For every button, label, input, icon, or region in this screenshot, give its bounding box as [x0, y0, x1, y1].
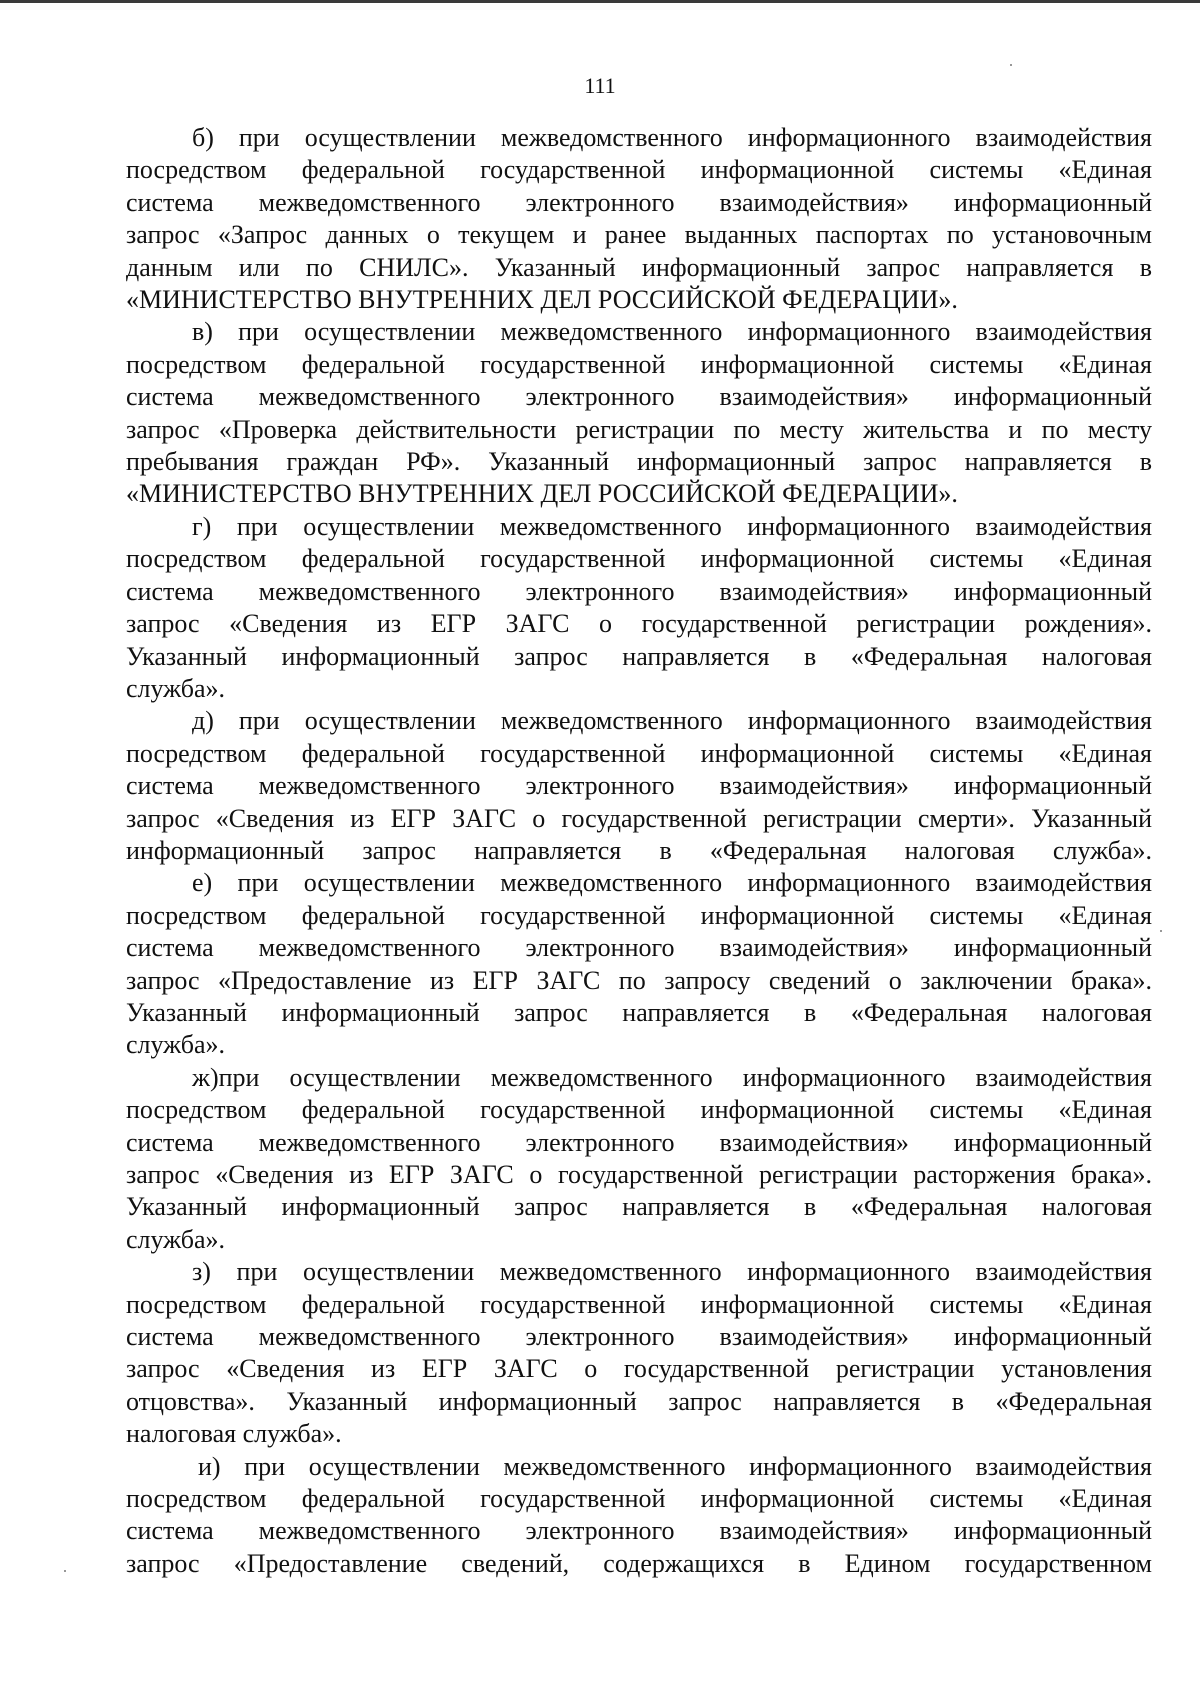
paragraph-z — [126, 1256, 1152, 1450]
paragraph-line: з) при осуществлении межведомственного информационного взаимодействия — [192, 1257, 1152, 1287]
paragraph-line: в) при осуществлении межведомственного информационного взаимодействия — [192, 317, 1152, 347]
paragraph-line: налоговая служба». — [126, 1419, 342, 1449]
paragraph-line: е) при осуществлении межведомственного информационного взаимодействия — [192, 868, 1152, 898]
paragraph-line: система межведомственного электронного взаимодействия» информационный — [126, 576, 1152, 606]
paragraph-line: посредством федеральной государственной информационной системы «Единая — [126, 544, 1152, 574]
paragraph-line: система межведомственного электронного взаимодействия» информационный — [126, 1322, 1152, 1352]
paragraph-line: запрос «Сведения из ЕГР ЗАГС о государственной регистрации рождения». — [126, 609, 1152, 639]
paragraph-i — [126, 1451, 1152, 1581]
paragraph-line: информационный запрос направляется в «Федеральная налоговая служба». — [126, 835, 1152, 865]
paragraph-line: посредством федеральной государственной информационной системы «Единая — [126, 1095, 1152, 1125]
paragraph-d — [126, 705, 1152, 867]
paragraph-line: запрос «Предоставление сведений, содержащихся в Едином государственном — [126, 1548, 1152, 1578]
paragraph-zh — [126, 1062, 1152, 1256]
paragraph-line: система межведомственного электронного взаимодействия» информационный — [126, 382, 1152, 412]
paragraph-line: посредством федеральной государственной информационной системы «Единая — [126, 1289, 1152, 1319]
paragraph-line: служба». — [126, 1030, 226, 1060]
paragraph-line: ж)при осуществлении межведомственного информационного взаимодействия — [192, 1062, 1152, 1092]
paragraph-line: г) при осуществлении межведомственного информационного взаимодействия — [192, 511, 1152, 541]
paragraph-line: Указанный информационный запрос направляется в «Федеральная налоговая — [126, 997, 1152, 1027]
paragraph-line: «МИНИСТЕРСТВО ВНУТРЕННИХ ДЕЛ РОССИЙСКОЙ ФЕДЕРАЦИИ». — [126, 479, 958, 509]
paragraph-line: система межведомственного электронного взаимодействия» информационный — [126, 771, 1152, 801]
paragraph-b — [126, 122, 1152, 316]
top-border-line — [0, 0, 1200, 3]
paragraph-line: пребывания граждан РФ». Указанный информационный запрос направляется в — [126, 447, 1152, 477]
paragraph-line: служба». — [126, 1224, 226, 1254]
scan-speck — [64, 1570, 66, 1572]
paragraph-line: посредством федеральной государственной информационной системы «Единая — [126, 155, 1152, 185]
paragraph-line: запрос «Предоставление из ЕГР ЗАГС по запросу сведений о заключении брака». — [126, 965, 1152, 995]
paragraph-line: запрос «Сведения из ЕГР ЗАГС о государственной регистрации установления — [126, 1354, 1152, 1384]
paragraph-line: система межведомственного электронного взаимодействия» информационный — [126, 1127, 1152, 1157]
paragraph-g — [126, 511, 1152, 705]
paragraph-line: посредством федеральной государственной информационной системы «Единая — [126, 900, 1152, 930]
paragraph-line: «МИНИСТЕРСТВО ВНУТРЕННИХ ДЕЛ РОССИЙСКОЙ ФЕДЕРАЦИИ». — [126, 285, 958, 315]
paragraph-line: данным или по СНИЛС». Указанный информационный запрос направляется в — [126, 252, 1152, 282]
paragraph-line: отцовства». Указанный информационный запрос направляется в «Федеральная — [126, 1386, 1152, 1416]
paragraph-line: система межведомственного электронного взаимодействия» информационный — [126, 933, 1152, 963]
paragraph-line: Указанный информационный запрос направляется в «Федеральная налоговая — [126, 1192, 1152, 1222]
paragraph-line: и) при осуществлении межведомственного информационного взаимодействия — [198, 1451, 1152, 1481]
paragraph-line: служба». — [126, 673, 226, 703]
paragraph-line: запрос «Сведения из ЕГР ЗАГС о государственной регистрации смерти». Указанный — [126, 803, 1152, 833]
paragraph-line: система межведомственного электронного взаимодействия» информационный — [126, 1516, 1152, 1546]
document-body — [126, 122, 1152, 1580]
paragraph-line: б) при осуществлении межведомственного информационного взаимодействия — [192, 123, 1152, 152]
paragraph-line: посредством федеральной государственной информационной системы «Единая — [126, 1484, 1152, 1514]
paragraph-v — [126, 316, 1152, 510]
paragraph-line: запрос «Запрос данных о текущем и ранее выданных паспортах по установочным — [126, 220, 1152, 250]
paragraph-line: Указанный информационный запрос направляется в «Федеральная налоговая — [126, 641, 1152, 671]
scan-speck — [1010, 64, 1012, 66]
paragraph-line: посредством федеральной государственной информационной системы «Единая — [126, 349, 1152, 379]
paragraph-line: посредством федеральной государственной информационной системы «Единая — [126, 738, 1152, 768]
paragraph-line: запрос «Проверка действительности регистрации по месту жительства и по месту — [126, 414, 1152, 444]
scan-speck — [1160, 930, 1162, 932]
paragraph-e — [126, 867, 1152, 1061]
paragraph-line: запрос «Сведения из ЕГР ЗАГС о государственной регистрации расторжения брака». — [126, 1160, 1152, 1189]
paragraph-line: система межведомственного электронного взаимодействия» информационный — [126, 187, 1152, 217]
paragraph-line: д) при осуществлении межведомственного информационного взаимодействия — [192, 706, 1152, 736]
page-number: 111 — [584, 73, 616, 98]
